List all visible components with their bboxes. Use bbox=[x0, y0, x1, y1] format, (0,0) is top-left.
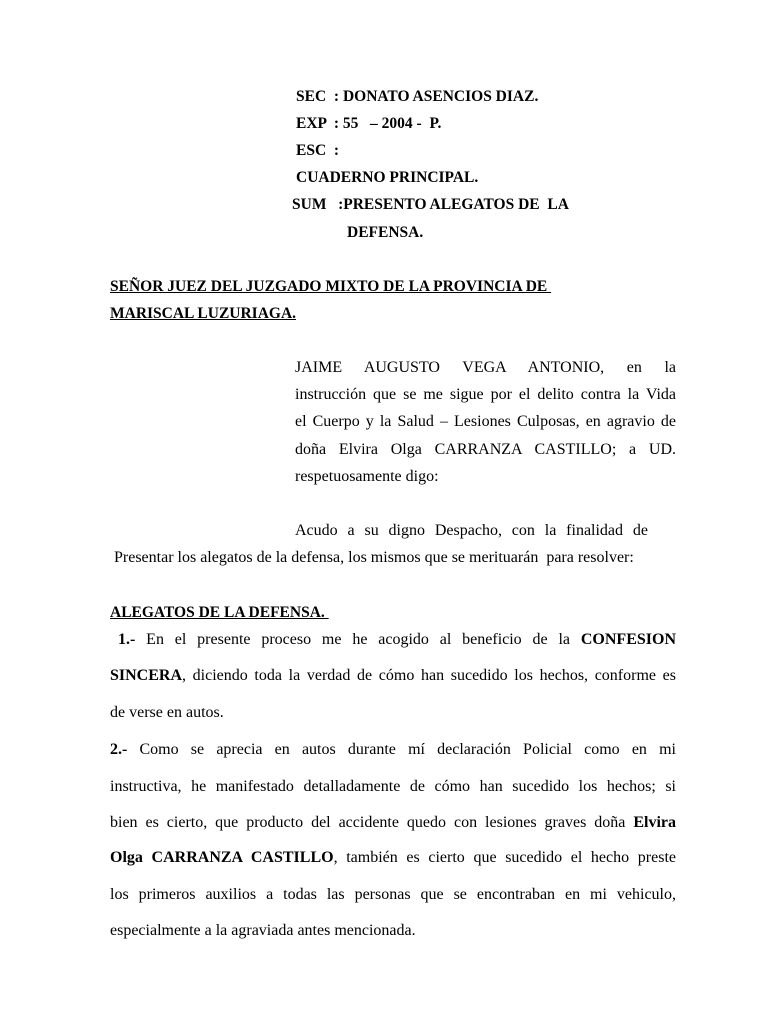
intro-line-4: doña Elvira Olga CARRANZA CASTILLO; a UD. bbox=[295, 441, 676, 458]
header-exp: EXP : 55 – 2004 - P. bbox=[296, 115, 442, 132]
point-1-line-3: de verse en autos. bbox=[110, 704, 224, 721]
point-2-line-6: especialmente a la agraviada antes mencionada. bbox=[110, 922, 416, 939]
intro-line-1: JAIME AUGUSTO VEGA ANTONIO, en la bbox=[295, 359, 676, 376]
addressee-line-1: SEÑOR JUEZ DEL JUZGADO MIXTO DE LA PROVINCIA DE bbox=[110, 278, 552, 295]
point-1-number: 1.- bbox=[118, 631, 136, 648]
point-2-line-3: bien es cierto, que producto del accidente quedo con lesiones graves doña Elvira bbox=[110, 814, 676, 831]
header-sum-continued: DEFENSA. bbox=[347, 224, 424, 241]
point-2-line-2: instructiva, he manifestado detalladamente de cómo han sucedido los hechos; si bbox=[110, 778, 676, 795]
header-cuaderno: CUADERNO PRINCIPAL. bbox=[296, 169, 479, 186]
point-2-line-5: los primeros auxilios a todas las personas que se encontraban en mi vehiculo, bbox=[110, 886, 676, 903]
header-sec: SEC : DONATO ASENCIOS DIAZ. bbox=[296, 88, 539, 105]
petition-line-2: Presentar los alegatos de la defensa, los mismos que se merituarán para resolver: bbox=[114, 549, 634, 566]
point-1-line-2: SINCERA, diciendo toda la verdad de cómo han sucedido los hechos, conforme es bbox=[110, 667, 676, 684]
point-2-number: 2.- bbox=[110, 741, 128, 758]
point-1-line-1: 1.- En el presente proceso me he acogido al beneficio de la CONFESION bbox=[118, 631, 676, 648]
addressee-line-2: MARISCAL LUZURIAGA. bbox=[110, 305, 297, 322]
header-esc: ESC : bbox=[296, 142, 340, 159]
point-2-line-1: 2.- Como se aprecia en autos durante mí declaración Policial como en mi bbox=[110, 741, 676, 758]
point-2-line-4: Olga CARRANZA CASTILLO, también es cierto que sucedido el hecho preste bbox=[110, 849, 676, 866]
intro-line-5: respetuosamente digo: bbox=[295, 468, 439, 485]
intro-line-2: instrucción que se me sigue por el delito contra la Vida bbox=[295, 386, 676, 403]
intro-line-3: el Cuerpo y la Salud – Lesiones Culposas, en agravio de bbox=[295, 413, 676, 430]
header-sum: SUM :PRESENTO ALEGATOS DE LA bbox=[292, 196, 569, 213]
petition-line-1: Acudo a su digno Despacho, con la finalidad de bbox=[295, 522, 648, 539]
alegatos-title: ALEGATOS DE LA DEFENSA. bbox=[110, 604, 329, 621]
